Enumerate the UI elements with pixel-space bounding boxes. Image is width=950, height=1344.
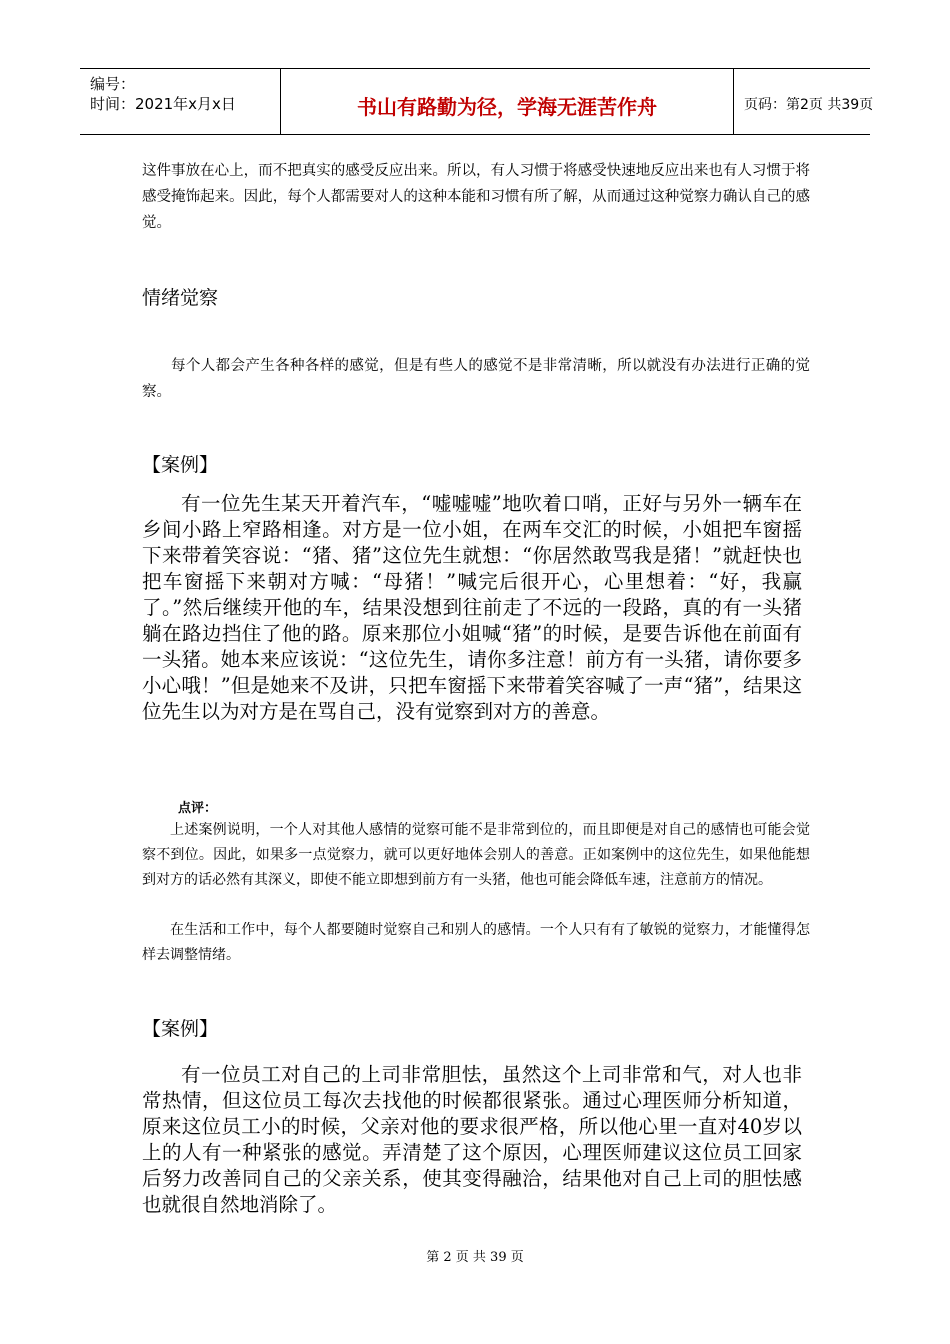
section-paragraph: 每个人都会产生各种各样的感觉，但是有些人的感觉不是非常清晰，所以就没有办法进行正确的觉察。	[142, 358, 810, 400]
header-motto-cell	[281, 69, 734, 134]
comment-paragraph-2: 在生活和工作中，每个人都要随时觉察自己和别人的感情。一个人只有有了敏锐的觉察力，才能懂得怎样去调整情绪。	[142, 922, 810, 963]
section-title: 情绪觉察	[142, 287, 219, 309]
comment-paragraph-1: 上述案例说明，一个人对其他人感情的觉察可能不是非常到位的，而且即便是对自己的感情也可能会觉察不到位。因此，如果多一点觉察力，就可以更好地体会别人的善意。正如案例中的这位先生，如果他能想到对方的话必然有其深义，即使不能立即想到前方有一头猪，他也可能会降低车速，注意前方的情况。	[142, 822, 810, 888]
case2-paragraph: 有一位员工对自己的上司非常胆怯，虽然这个上司非常和气，对人也非常热情，但这位员工每次去找他的时候都很紧张。通过心理医师分析知道，原来这位员工小的时候，父亲对他的要求很严格，所以他心里一直对40岁以上的人有一种紧张的感觉。弄清楚了这个原因，心理医师建议这位员工回家后努力改善同自己的父亲关系，使其变得融洽，结果他对自己上司的胆怯感也就很自然地消除了。	[142, 1063, 802, 1216]
page-footer: 第 2 页 共 39 页	[426, 1250, 524, 1265]
number-label: 编号：	[90, 75, 136, 93]
time-label: 时间：2021年x月x日	[90, 95, 236, 113]
header-page-cell	[734, 69, 874, 134]
case2-title: 【案例】	[142, 1018, 219, 1040]
comment-title: 点评：	[178, 801, 218, 816]
case1-title: 【案例】	[142, 454, 219, 476]
case1-paragraph: 有一位先生某天开着汽车，“嘘嘘嘘”地吹着口哨，正好与另外一辆车在乡间小路上窄路相逢。对方是一位小姐，在两车交汇的时候，小姐把车窗摇下来带着笑容说：“猪、猪”这位先生就想：“你居然敢骂我是猪！”就赶快也把车窗摇下来朝对方喊：“母猪！”喊完后很开心，心里想着：“好，我赢了。”然后继续开他的车，结果没想到往前走了不远的一段路，真的有一头猪躺在路边挡住了他的路。原来那位小姐喊“猪”的时候，是要告诉他在前面有一头猪。她本来应该说：“这位先生，请你多注意！前方有一头猪，请你要多小心哦！”但是她来不及讲，只把车窗摇下来带着笑容喊了一声“猪”，结果这位先生以为对方是在骂自己，没有觉察到对方的善意。	[142, 492, 802, 723]
intro-paragraph: 这件事放在心上，而不把真实的感受反应出来。所以，有人习惯于将感受快速地反应出来也有人习惯于将感受掩饰起来。因此，每个人都需要对人的这种本能和习惯有所了解，从而通过这种觉察力确认自己的感觉。	[142, 163, 810, 231]
header-info-cell	[80, 69, 281, 134]
motto-text: 书山有路勤为径，学海无涯苦作舟	[357, 95, 657, 119]
page-label: 页码：第2页 共39页	[744, 97, 874, 113]
header-table	[80, 68, 874, 135]
